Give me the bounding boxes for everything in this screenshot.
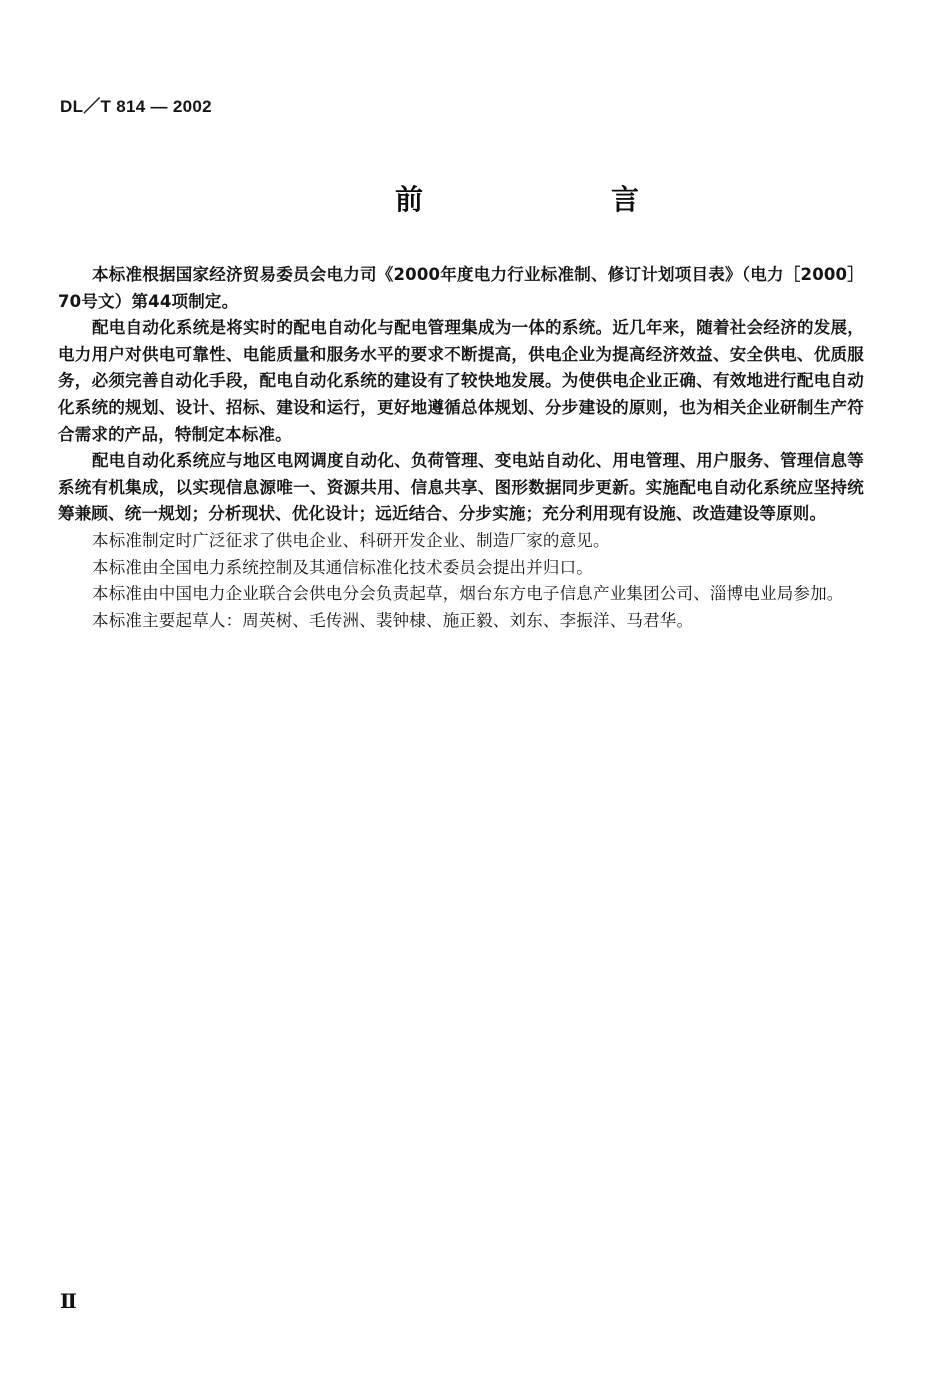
paragraph-2: 配电自动化系统是将实时的配电自动化与配电管理集成为一体的系统。近几年来，随着社会经济的发展，电力用户对供电可靠性、电能质量和服务水平的要求不断提高，供电企业为提高经济效益、安全供电、优质服务，必须完善自动化手段，配电自动化系统的建设有了较快地发展。为使供电企业正确、有效地进行配电自动化系统的规划、设计、招标、建设和运行，更好地遵循总体规划、分步建设的原则，也为相关企业研制生产符合需求的产品，特制定本标准。 xyxy=(58,318,864,444)
paragraph-3: 配电自动化系统应与地区电网调度自动化、负荷管理、变电站自动化、用电管理、用户服务、管理信息等系统有机集成，以实现信息源唯一、资源共用、信息共享、图形数据同步更新。实施配电自动化系统应坚持统筹兼顾、统一规划；分析现状、优化设计；远近结合、分步实施；充分利用现有设施、改造建设等原则。 xyxy=(58,451,864,524)
preface-body xyxy=(58,262,864,634)
paragraph-4: 本标准制定时广泛征求了供电企业、科研开发企业、制造厂家的意见。 xyxy=(92,530,610,550)
paragraph-6: 本标准由中国电力企业联合会供电分会负责起草，烟台东方电子信息产业集团公司、淄博电业局参加。 xyxy=(92,584,844,604)
paragraph-1: 本标准根据国家经济贸易委员会电力司《2000年度电力行业标准制、修订计划项目表》（电力［2000］70号文）第44项制定。 xyxy=(58,265,864,311)
page-title: 前 言 xyxy=(395,183,720,216)
paragraph-5: 本标准由全国电力系统控制及其通信标准化技术委员会提出并归口。 xyxy=(92,557,593,577)
paragraph-7: 本标准主要起草人：周英树、毛传洲、裴钟棣、施正毅、刘东、李振洋、马君华。 xyxy=(92,610,694,630)
standard-code: DL／T 814 — 2002 xyxy=(60,97,212,116)
page-number: Ⅱ xyxy=(60,1289,77,1313)
